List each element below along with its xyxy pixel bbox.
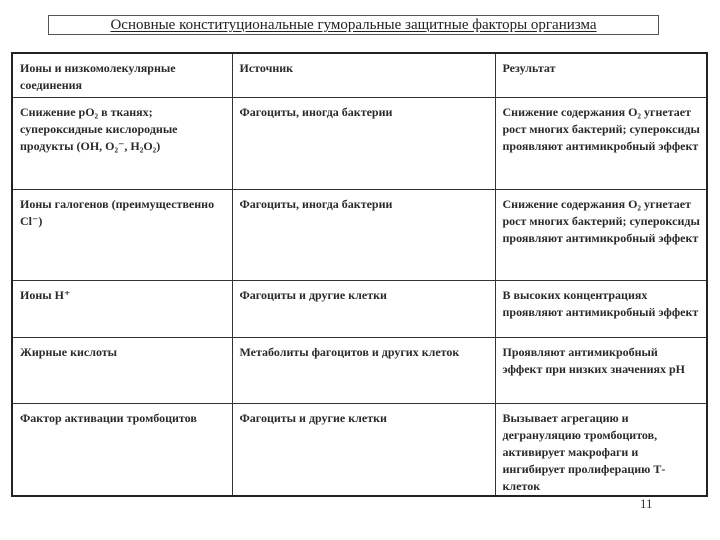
result-cell: Снижение содержания O₂ угнетает рост многих бактерий; супероксиды проявляют антимикробный эффект xyxy=(495,97,707,189)
header-cell: Источник xyxy=(232,53,495,97)
header-cell: Результат xyxy=(495,53,707,97)
source-cell: Фагоциты и другие клетки xyxy=(232,280,495,337)
table-row xyxy=(12,337,707,403)
result-cell: Вызывает агрегацию и дегрануляцию тромбоцитов, активирует макрофаги и ингибирует пролиферацию Т-клеток xyxy=(495,403,707,496)
source-cell: Фагоциты, иногда бактерии xyxy=(232,189,495,280)
result-cell: Проявляют антимикробный эффект при низких значениях pH xyxy=(495,337,707,403)
factors-table xyxy=(11,52,708,497)
result-cell: Снижение содержания O₂ угнетает рост многих бактерий; супероксиды проявляют антимикробный эффект xyxy=(495,189,707,280)
factor-cell: Фактор активации тромбоцитов xyxy=(12,403,232,496)
table-header-row xyxy=(12,53,707,97)
table-row xyxy=(12,280,707,337)
table-row xyxy=(12,403,707,496)
factor-cell: Ионы H⁺ xyxy=(12,280,232,337)
result-cell: В высоких концентрациях проявляют антимикробный эффект xyxy=(495,280,707,337)
factor-cell: Ионы галогенов (преимущественно Cl⁻) xyxy=(12,189,232,280)
source-cell: Фагоциты и другие клетки xyxy=(232,403,495,496)
source-cell: Метаболиты фагоцитов и других клеток xyxy=(232,337,495,403)
header-cell: Ионы и низкомолекулярные соединения xyxy=(12,53,232,97)
table-row xyxy=(12,189,707,280)
table-row xyxy=(12,97,707,189)
page-number: 11 xyxy=(640,496,653,511)
slide-title: Основные конституциональные гуморальные защитные факторы организма xyxy=(48,15,659,35)
source-cell: Фагоциты, иногда бактерии xyxy=(232,97,495,189)
factor-cell: Снижение pO₂ в тканях; супероксидные кислородные продукты (OH, O₂⁻, H₂O₂) xyxy=(12,97,232,189)
factor-cell: Жирные кислоты xyxy=(12,337,232,403)
